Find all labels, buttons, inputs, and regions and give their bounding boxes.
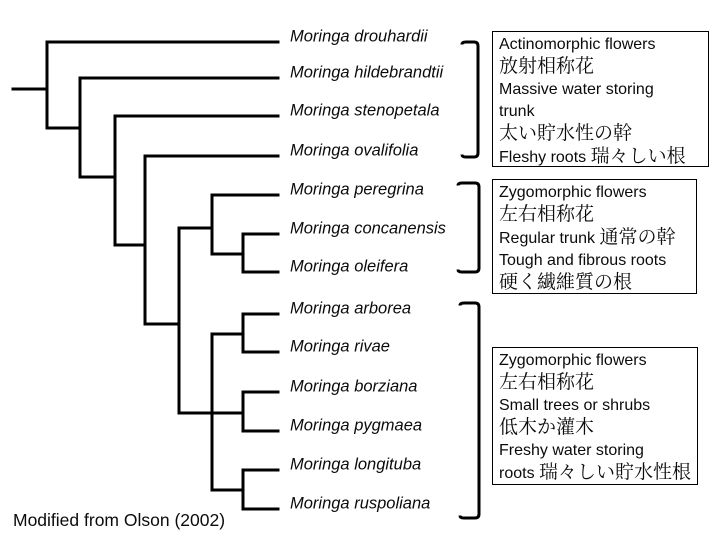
species-label-ruspoliana: Moringa ruspoliana: [290, 494, 431, 513]
trait-box-line: [499, 372, 691, 395]
group-bracket-2: [458, 183, 479, 272]
species-label-stenopetala: Moringa stenopetala: [290, 101, 440, 120]
english-text: Regular trunk: [499, 230, 600, 247]
species-label-arborea: Moringa arborea: [290, 299, 412, 318]
trait-box-3: [492, 347, 698, 485]
trait-box-line: [499, 417, 691, 440]
caption: Modified from Olson (2002): [13, 510, 226, 530]
trait-box-line: [499, 79, 702, 101]
species-label-rivae: Moringa rivae: [290, 337, 390, 356]
english-text: Zygomorphic flowers: [499, 352, 647, 369]
species-label-ovalifolia: Moringa ovalifolia: [290, 141, 419, 160]
japanese-text: 左右相称花: [499, 204, 595, 225]
trait-box-line: [499, 440, 691, 462]
trait-box-line: [499, 204, 690, 227]
english-text: Tough and fibrous roots: [499, 252, 667, 269]
english-text: Zygomorphic flowers: [499, 184, 647, 201]
species-label-hildebrandtii: Moringa hildebrandtii: [290, 63, 444, 82]
english-text: Fleshy roots: [499, 149, 591, 166]
group-bracket-3: [460, 303, 479, 518]
species-label-peregrina: Moringa peregrina: [290, 180, 424, 199]
english-text: Actinomorphic flowers: [499, 36, 656, 53]
japanese-text: 瑞々しい根: [590, 146, 686, 167]
trait-box-line: [499, 56, 702, 79]
species-label-concanensis: Moringa concanensis: [290, 219, 446, 238]
trait-box-line: [499, 34, 702, 56]
species-label-drouhardii: Moringa drouhardii: [290, 27, 428, 46]
species-label-pygmaea: Moringa pygmaea: [290, 416, 423, 435]
japanese-text: 硬く繊維質の根: [499, 272, 633, 293]
trait-box-line: [499, 123, 702, 146]
trait-box-line: [499, 462, 691, 485]
japanese-text: 低木か灌木: [499, 417, 595, 438]
trait-box-2: [492, 179, 697, 294]
english-text: roots: [499, 465, 540, 482]
japanese-text: 太い貯水性の幹: [499, 123, 633, 144]
trait-box-1: [492, 31, 709, 167]
english-text: trunk: [499, 103, 535, 120]
japanese-text: 左右相称花: [499, 372, 595, 393]
trait-box-line: [499, 272, 690, 294]
japanese-text: 瑞々しい貯水性根: [539, 462, 692, 483]
trait-box-line: [499, 395, 691, 417]
trait-box-line: [499, 101, 702, 123]
trait-box-line: [499, 350, 691, 372]
japanese-text: 通常の幹: [599, 227, 676, 248]
trait-box-line: [499, 227, 690, 250]
english-text: Small trees or shrubs: [499, 397, 651, 414]
trait-box-line: [499, 250, 690, 272]
english-text: Freshy water storing: [499, 442, 644, 459]
group-bracket-1: [462, 42, 478, 157]
trait-box-line: [499, 182, 690, 204]
trait-box-line: [499, 146, 702, 167]
english-text: Massive water storing: [499, 81, 654, 98]
species-label-oleifera: Moringa oleifera: [290, 257, 409, 276]
species-label-longituba: Moringa longituba: [290, 455, 422, 474]
species-label-borziana: Moringa borziana: [290, 377, 418, 396]
japanese-text: 放射相称花: [499, 56, 595, 77]
